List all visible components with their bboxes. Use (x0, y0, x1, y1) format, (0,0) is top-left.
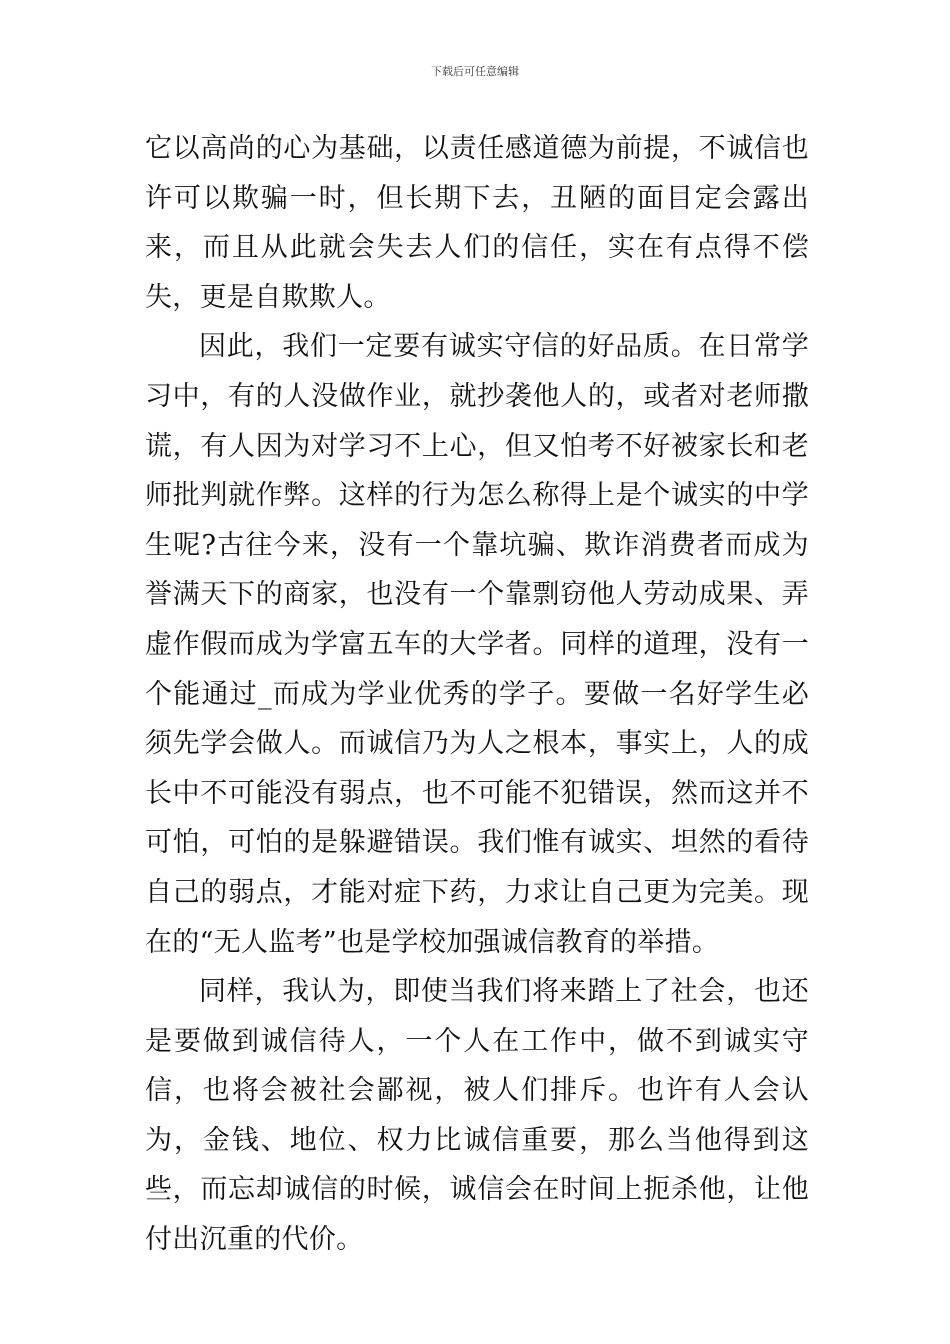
paragraph-2: 因此，我们一定要有诚实守信的好品质。在日常学习中，有的人没做作业，就抄袭他人的，或者对老师撒谎，有人因为对学习不上心，但又怕考不好被家长和老师批判就作弊。这样的行为怎么称得上是个诚实的中学生呢?古往今来，没有一个靠坑骗、欺诈消费者而成为誉满天下的商家，也没有一个靠剽窃他人劳动成果、弄虚作假而成为学富五车的大学者。同样的道理，没有一个能通过_而成为学业优秀的学子。要做一名好学生必须先学会做人。而诚信乃为人之根本，事实上，人的成长中不可能没有弱点，也不可能不犯错误，然而这并不可怕，可怕的是躲避错误。我们惟有诚实、坦然的看待自己的弱点，才能对症下药，力求让自己更为完美。现在的“无人监考”也是学校加强诚信教育的举措。 (145, 331, 809, 958)
page-header: 下载后可任意编辑 (431, 65, 519, 78)
document-body (145, 124, 809, 1265)
paragraph-1: 它以高尚的心为基础，以责任感道德为前提，不诚信也许可以欺骗一时，但长期下去，丑陋的面目定会露出来，而且从此就会失去人们的信任，实在有点得不偿失，更是自欺欺人。 (145, 133, 809, 313)
paragraph-3: 同样，我认为，即使当我们将来踏上了社会，也还是要做到诚信待人，一个人在工作中，做不到诚实守信，也将会被社会鄙视，被人们排斥。也许有人会认为，金钱、地位、权力比诚信重要，那么当他得到这些，而忘却诚信的时候，诚信会在时间上扼杀他，让他付出沉重的代价。 (145, 976, 809, 1256)
